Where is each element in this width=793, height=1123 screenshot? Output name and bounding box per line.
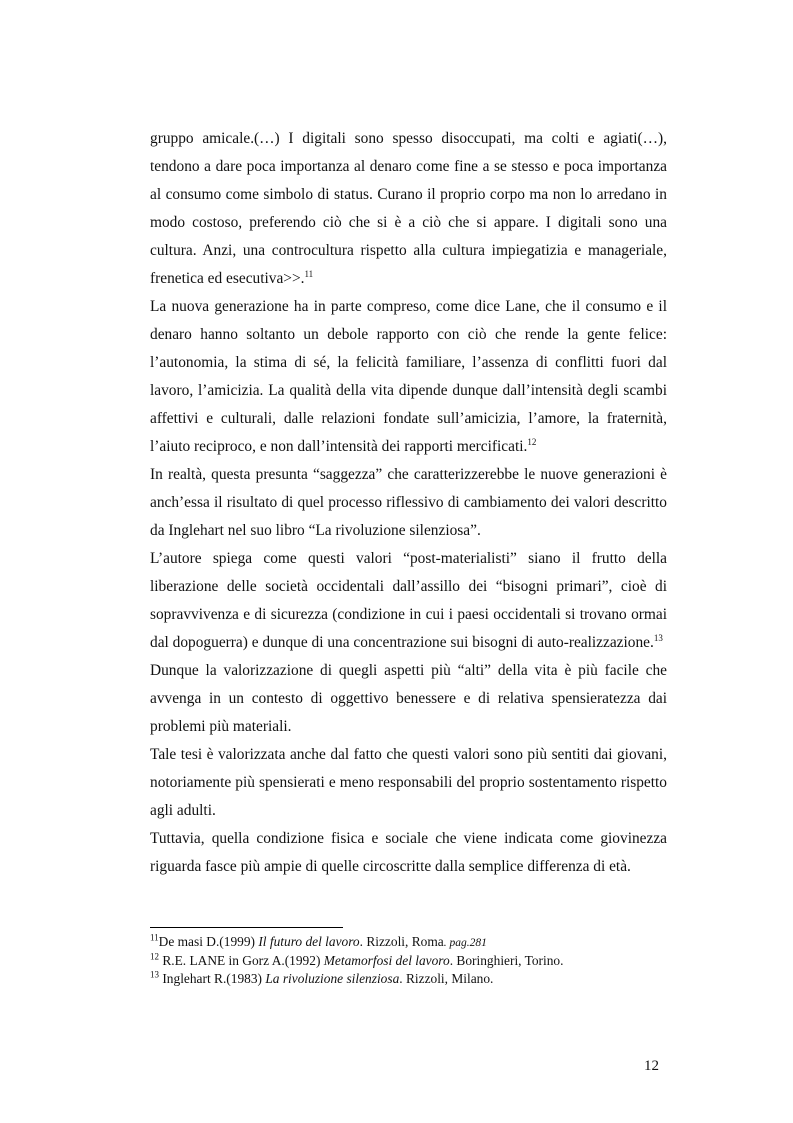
- page-number: 12: [644, 1058, 659, 1074]
- paragraph: gruppo amicale.(…) I digitali sono spesso disoccupati, ma colti e agiati(…), tendono a dare poca importanza al denaro come fine a se stesso e poca importanza al consumo come simbolo di status. Curano il proprio corpo ma non lo arredano in modo costoso, preferendo ciò che si è a ciò che si appare. I digitali sono una cultura. Anzi, una controcultura rispetto alla cultura impiegatizia e manageriale, frenetica ed esecutiva>>.$^{11}$: [150, 130, 667, 287]
- footnote: $^{13}$ Inglehart R.(1983) La rivoluzione silenziosa. Rizzoli, Milano.: [150, 969, 494, 986]
- footnote-ref[interactable]: 12: [527, 436, 537, 447]
- footnote-separator: [150, 927, 343, 928]
- paragraph: Dunque la valorizzazione di quegli aspetti più “alti” della vita è più facile che avvenga in un contesto di oggettivo benessere e di relativa spensieratezza dai problemi più materiali.: [150, 662, 667, 735]
- footnote-ref[interactable]: 13: [653, 632, 663, 643]
- body-text: [150, 125, 667, 881]
- footnote: $^{11}$De masi D.(1999) Il futuro del lavoro. Rizzoli, Roma. pag.281: [150, 932, 487, 949]
- paragraph: L’autore spiega come questi valori “post-materialisti” siano il frutto della liberazione delle società occidentali dall’assillo dei “bisogni primari”, cioè di sopravvivenza e di sicurezza (condizione in cui i paesi occidentali si trovano ormai dal dopoguerra) e dunque di una concentrazione sui bisogni di auto-realizzazione.$^{13}$: [150, 550, 667, 651]
- paragraph: Tuttavia, quella condizione fisica e sociale che viene indicata come giovinezza riguarda fasce più ampie di quelle circoscritte dalla semplice differenza di età.: [150, 830, 667, 875]
- footnotes: [150, 933, 667, 988]
- paragraph: Tale tesi è valorizzata anche dal fatto che questi valori sono più sentiti dai giovani, notoriamente più spensierati e meno responsabili del proprio sostentamento rispetto agli adulti.: [150, 746, 667, 819]
- footnote-ref[interactable]: 11: [304, 268, 314, 279]
- paragraph: La nuova generazione ha in parte compreso, come dice Lane, che il consumo e il denaro hanno soltanto un debole rapporto con ciò che rende la gente felice: l’autonomia, la stima di sé, la felicità familiare, l’assenza di conflitti fuori dal lavoro, l’amicizia. La qualità della vita dipende dunque dall’intensità degli scambi affettivi e culturali, dalle relazioni fondate sull’amicizia, l’amore, la fraternità, l’aiuto reciproco, e non dall’intensità dei rapporti mercificati.$^{12}$: [150, 298, 667, 455]
- footnote: $^{12}$ R.E. LANE in Gorz A.(1992) Metamorfosi del lavoro. Boringhieri, Torino.: [150, 951, 564, 968]
- paragraph: In realtà, questa presunta “saggezza” che caratterizzerebbe le nuove generazioni è anch’essa il risultato di quel processo riflessivo di cambiamento dei valori descritto da Inglehart nel suo libro “La rivoluzione silenziosa”.: [150, 466, 667, 539]
